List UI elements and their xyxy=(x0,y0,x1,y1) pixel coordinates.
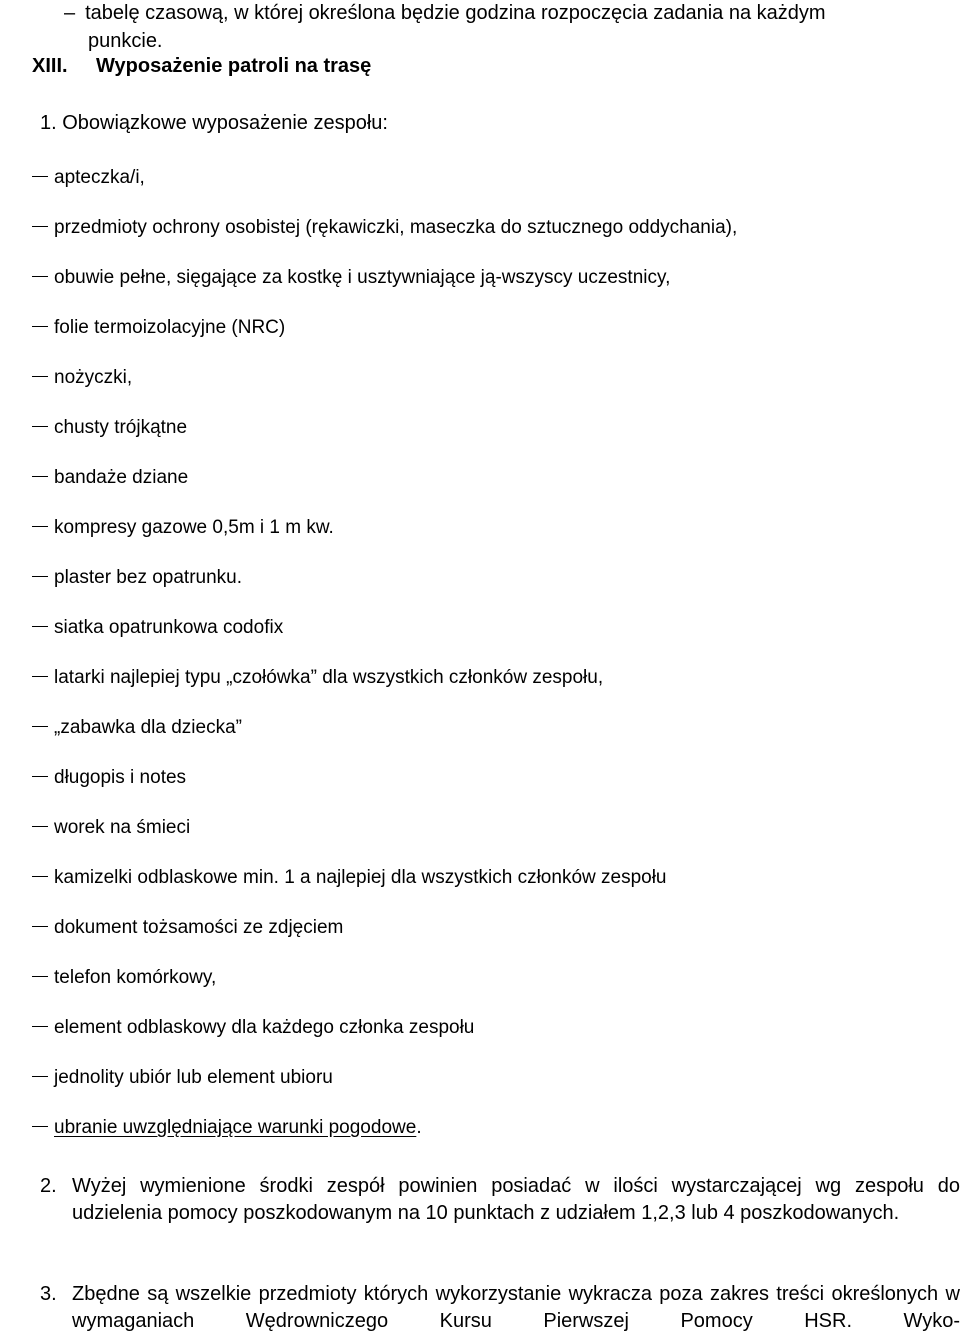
dash-icon xyxy=(32,976,48,977)
list-item-text: telefon komórkowy, xyxy=(54,967,217,988)
list-item-text: plaster bez opatrunku. xyxy=(54,567,243,588)
list-item-text: worek na śmieci xyxy=(54,817,191,838)
list-item xyxy=(32,464,188,492)
dash-icon xyxy=(32,626,48,627)
list-item xyxy=(32,314,285,342)
dash-icon xyxy=(32,826,48,827)
list-item xyxy=(32,614,283,642)
dash-icon xyxy=(32,426,48,427)
list-item-text: obuwie pełne, sięgające za kostkę i usztywniające ją-wszyscy uczestnicy, xyxy=(54,267,671,288)
list-item-text: ubranie uwzględniające warunki pogodowe xyxy=(54,1117,417,1138)
list-item-text: przedmioty ochrony osobistej (rękawiczki, maseczka do sztucznego oddychania), xyxy=(54,217,738,238)
dash-icon xyxy=(32,176,48,177)
equipment-subheading: 1. Obowiązkowe wyposażenie zespołu: xyxy=(40,112,388,134)
dash-icon xyxy=(32,376,48,377)
list-item-text: „zabawka dla dziecka” xyxy=(54,717,242,738)
list-item xyxy=(32,914,343,942)
list-item-text: dokument tożsamości ze zdjęciem xyxy=(54,917,344,938)
list-item xyxy=(32,214,737,242)
paragraph-number: 3. xyxy=(40,1283,57,1305)
dash-icon xyxy=(32,776,48,777)
list-item xyxy=(32,764,186,792)
dash-icon xyxy=(32,276,48,277)
paragraph-3 xyxy=(40,1281,960,1335)
list-item xyxy=(32,664,603,692)
dash-icon xyxy=(32,926,48,927)
dash-icon xyxy=(32,726,48,727)
dash-icon xyxy=(32,1126,48,1127)
dash-icon xyxy=(32,526,48,527)
intro-text: tabelę czasową, w której określona będzie godzina rozpoczęcia zadania na każdym xyxy=(85,2,826,24)
list-item-text: kompresy gazowe 0,5m i 1 m kw. xyxy=(54,517,334,538)
section-title: Wyposażenie patroli na trasę xyxy=(96,55,372,77)
list-item xyxy=(32,864,667,892)
list-item-text: nożyczki, xyxy=(54,367,133,388)
dash-icon xyxy=(32,1026,48,1027)
list-item-suffix: . xyxy=(416,1117,422,1138)
list-item-text: jednolity ubiór lub element ubioru xyxy=(54,1067,333,1088)
list-item-text: folie termoizolacyjne (NRC) xyxy=(54,317,286,338)
list-item xyxy=(32,164,145,192)
paragraph-2 xyxy=(40,1173,960,1227)
list-item-text: kamizelki odblaskowe min. 1 a najlepiej dla wszystkich członków zespołu xyxy=(54,867,667,888)
list-item-text: siatka opatrunkowa codofix xyxy=(54,617,284,638)
list-item xyxy=(32,514,334,542)
dash-icon xyxy=(32,476,48,477)
dash-icon xyxy=(32,676,48,677)
dash-icon xyxy=(32,1076,48,1077)
list-item xyxy=(32,1014,474,1042)
list-item xyxy=(32,964,216,992)
list-item xyxy=(32,264,670,292)
section-number: XIII. xyxy=(32,55,68,77)
paragraph-number: 2. xyxy=(40,1175,57,1197)
list-item xyxy=(32,814,190,842)
list-item-text: długopis i notes xyxy=(54,767,187,788)
paragraph-text: Wyżej wymienione środki zespół powinien posiadać w ilości wystarczającej wg zespołu do udzielenia pomocy poszkodowanym na 10 punktach z udziałem 1,2,3 lub 4 poszkodowanych. xyxy=(72,1175,960,1224)
dash-icon xyxy=(32,576,48,577)
list-dash: – xyxy=(64,2,76,24)
list-item-text: apteczka/i, xyxy=(54,167,145,188)
paragraph-text: Zbędne są wszelkie przedmioty których wykorzystanie wykracza poza zakres treści określonych w wymaganiach Wędrowniczego Kursu Pierwszej Pomocy HSR. Wyko- xyxy=(72,1283,960,1332)
list-item xyxy=(32,714,242,742)
dash-icon xyxy=(32,326,48,327)
list-item xyxy=(32,1114,422,1142)
list-item-text: element odblaskowy dla każdego członka zespołu xyxy=(54,1017,475,1038)
intro-line-continuation: punkcie. xyxy=(88,30,163,52)
list-item xyxy=(32,414,187,442)
list-item-text: latarki najlepiej typu „czołówka” dla wszystkich członków zespołu, xyxy=(54,667,604,688)
list-item xyxy=(32,564,242,592)
dash-icon xyxy=(32,226,48,227)
list-item xyxy=(32,1064,333,1092)
list-item xyxy=(32,364,132,392)
dash-icon xyxy=(32,876,48,877)
list-item-text: bandaże dziane xyxy=(54,467,189,488)
list-item-text: chusty trójkątne xyxy=(54,417,188,438)
